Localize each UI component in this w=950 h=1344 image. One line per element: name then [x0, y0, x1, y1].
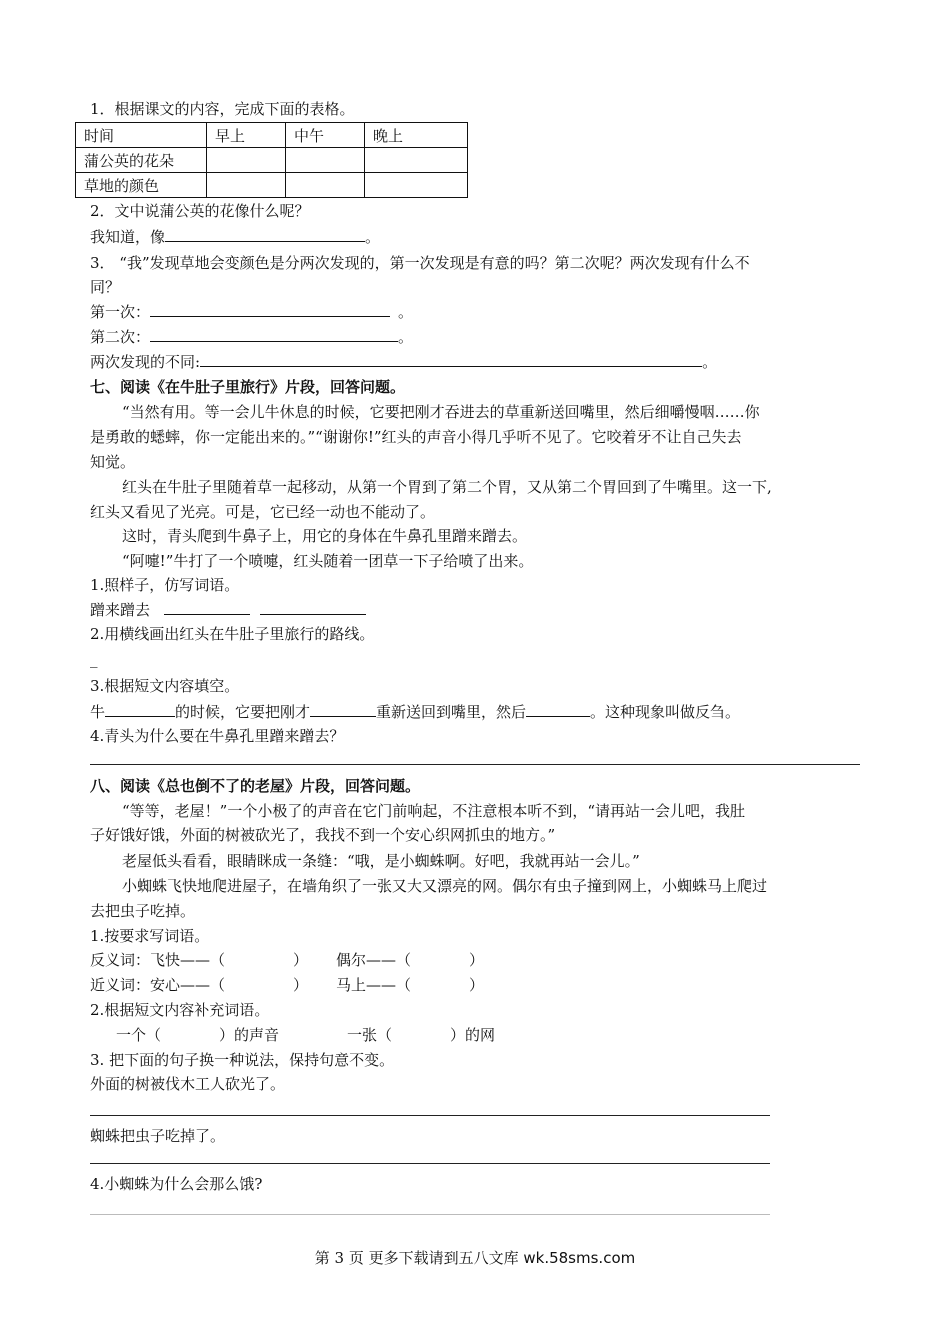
difference-label: 两次发现的不同:	[90, 353, 201, 371]
s7-para1-line1: “当然有用。等一会儿牛休息的时候，它要把刚才吞进去的草重新送回嘴里，然后细嚼慢咽……你	[122, 403, 760, 421]
fill-text: 重新送回到嘴里，然后	[376, 703, 527, 721]
close-paren: ）	[293, 976, 309, 994]
table-cell	[365, 173, 468, 198]
s7-para4: “阿嚏!”牛打了一个喷嚏，红头随着一团草一下子给喷了出来。	[122, 552, 534, 570]
s8-para1-line1: “等等，老屋！”一个小极了的声音在它门前响起，不注意根本听不到，“请再站一会儿吧，我肚	[122, 802, 746, 820]
q6-2-text: 2．文中说蒲公英的花像什么呢？	[90, 202, 310, 220]
first-discovery-line	[90, 300, 413, 323]
s7-q4-text: 4.青头为什么要在牛鼻孔里蹭来蹭去？	[90, 727, 345, 745]
s7-para3: 这时，青头爬到牛鼻子上，用它的身体在牛鼻孔里蹭来蹭去。	[122, 527, 528, 545]
antonym-line	[90, 949, 484, 971]
section-8-heading: 八、阅读《总也倒不了的老屋》片段，回答问题。	[90, 777, 421, 795]
first-label: 第一次：	[90, 303, 151, 321]
antonym-label: 反义词：飞快——（	[90, 951, 226, 969]
blank-line	[260, 598, 366, 615]
blank-line	[150, 325, 398, 342]
difference-line	[90, 350, 717, 373]
s7-q3-fill-line	[90, 700, 740, 723]
blank-line	[200, 350, 702, 367]
period: 。	[702, 353, 718, 371]
close-paren: ）	[469, 976, 485, 994]
s8-q1-text: 1.按要求写词语。	[90, 927, 210, 945]
blank-line	[165, 225, 365, 242]
fill-text: ）的网	[450, 1026, 496, 1044]
table-cell	[286, 148, 365, 173]
answer-rule	[90, 1163, 770, 1164]
q6-3-text-line2: 同？	[90, 278, 121, 296]
table-cell	[207, 148, 286, 173]
table-header-cell: 早上	[207, 123, 286, 148]
s7-para2-line1: 红头在牛肚子里随着草一起移动，从第一个胃到了第二个胃，又从第二个胃回到了牛嘴里。这一下,	[122, 478, 772, 496]
close-paren: ）	[293, 951, 309, 969]
answer-rule	[90, 1214, 770, 1215]
table-header-cell: 中午	[286, 123, 365, 148]
s8-para2: 老屋低头看看，眼睛眯成一条缝：“哦，是小蜘蛛啊。好吧，我就再站一会儿。”	[122, 852, 640, 870]
q6-3-text-line1: 3． “我”发现草地会变颜色是分两次发现的，第一次发现是有意的吗？第二次呢？两次发现有什么不	[90, 254, 750, 272]
table-row	[76, 148, 468, 173]
table-cell: 蒲公英的花朵	[76, 148, 207, 173]
second-discovery-line	[90, 325, 413, 348]
blank-line	[526, 700, 590, 717]
s7-q1-text: 1.照样子，仿写词语。	[90, 576, 240, 594]
example-word: 蹭来蹭去	[90, 601, 151, 619]
q6-2-answer-line	[90, 225, 380, 248]
s8-q3-text: 3. 把下面的句子换一种说法，保持句意不变。	[90, 1051, 395, 1069]
s8-q3-sentence2: 蜘蛛把虫子吃掉了。	[90, 1127, 226, 1145]
synonym-line	[90, 974, 484, 996]
table-cell: 草地的颜色	[76, 173, 207, 198]
q6-2-prefix: 我知道，像	[90, 228, 166, 246]
fill-text: 牛	[90, 703, 106, 721]
table-cell	[286, 173, 365, 198]
fill-text: 一个（	[116, 1026, 162, 1044]
close-paren: ）	[469, 951, 485, 969]
s8-q2-fill-line	[116, 1024, 495, 1046]
page-footer	[0, 1247, 950, 1268]
period: 。	[398, 303, 414, 321]
s7-q2-mark: _	[90, 650, 98, 668]
answer-rule	[90, 1115, 770, 1116]
table-row	[76, 173, 468, 198]
s7-para1-line2: 是勇敢的蟋蟀，你一定能出来的。”“谢谢你!”红头的声音小得几乎听不见了。它咬着牙不让自己失去	[90, 428, 742, 446]
antonym-word2: 偶尔——（	[336, 951, 412, 969]
table-header-row	[76, 123, 468, 148]
section-7-heading: 七、阅读《在牛肚子里旅行》片段，回答问题。	[90, 378, 406, 396]
blank-line	[150, 300, 390, 317]
s8-para1-line2: 子好饿好饿，外面的树被砍光了，我找不到一个安心织网抓虫的地方。”	[90, 826, 556, 844]
period: 。	[365, 228, 381, 246]
s7-q3-text: 3.根据短文内容填空。	[90, 677, 240, 695]
s8-q2-text: 2.根据短文内容补充词语。	[90, 1001, 270, 1019]
s8-para3-line1: 小蜘蛛飞快地爬进屋子，在墙角织了一张又大又漂亮的网。偶尔有虫子撞到网上，小蜘蛛马上爬过	[122, 877, 768, 895]
fill-text: 一张（	[347, 1026, 393, 1044]
s8-q4-text: 4.小蜘蛛为什么会那么饿?	[90, 1175, 263, 1193]
s7-para1-line3: 知觉。	[90, 453, 136, 471]
second-label: 第二次：	[90, 328, 151, 346]
table-cell	[207, 173, 286, 198]
table-cell	[365, 148, 468, 173]
q6-1-text: 1．根据课文的内容，完成下面的表格。	[90, 100, 355, 118]
fill-text: ）的声音	[219, 1026, 280, 1044]
fill-text: 。这种现象叫做反刍。	[590, 703, 741, 721]
footer-text: 第 3 页 更多下载请到五八文库	[314, 1249, 524, 1267]
s8-q3-sentence1: 外面的树被伐木工人砍光了。	[90, 1075, 286, 1093]
s8-para3-line2: 去把虫子吃掉。	[90, 902, 196, 920]
fill-text: 的时候，它要把刚才	[175, 703, 311, 721]
answer-rule	[90, 764, 860, 765]
s7-q1-example-line	[90, 598, 366, 621]
table-header-cell: 时间	[76, 123, 207, 148]
synonym-label: 近义词：安心——（	[90, 976, 226, 994]
s7-q2-text: 2.用横线画出红头在牛肚子里旅行的路线。	[90, 625, 375, 643]
s7-para2-line2: 红头又看见了光亮。可是，它已经一动也不能动了。	[90, 503, 436, 521]
period: 。	[398, 328, 414, 346]
synonym-word2: 马上——（	[336, 976, 412, 994]
blank-line	[105, 700, 175, 717]
blank-line	[310, 700, 376, 717]
table-header-cell: 晚上	[365, 123, 468, 148]
blank-line	[164, 598, 250, 615]
footer-site: wk.58sms.com	[523, 1249, 636, 1267]
answer-table	[75, 122, 468, 198]
